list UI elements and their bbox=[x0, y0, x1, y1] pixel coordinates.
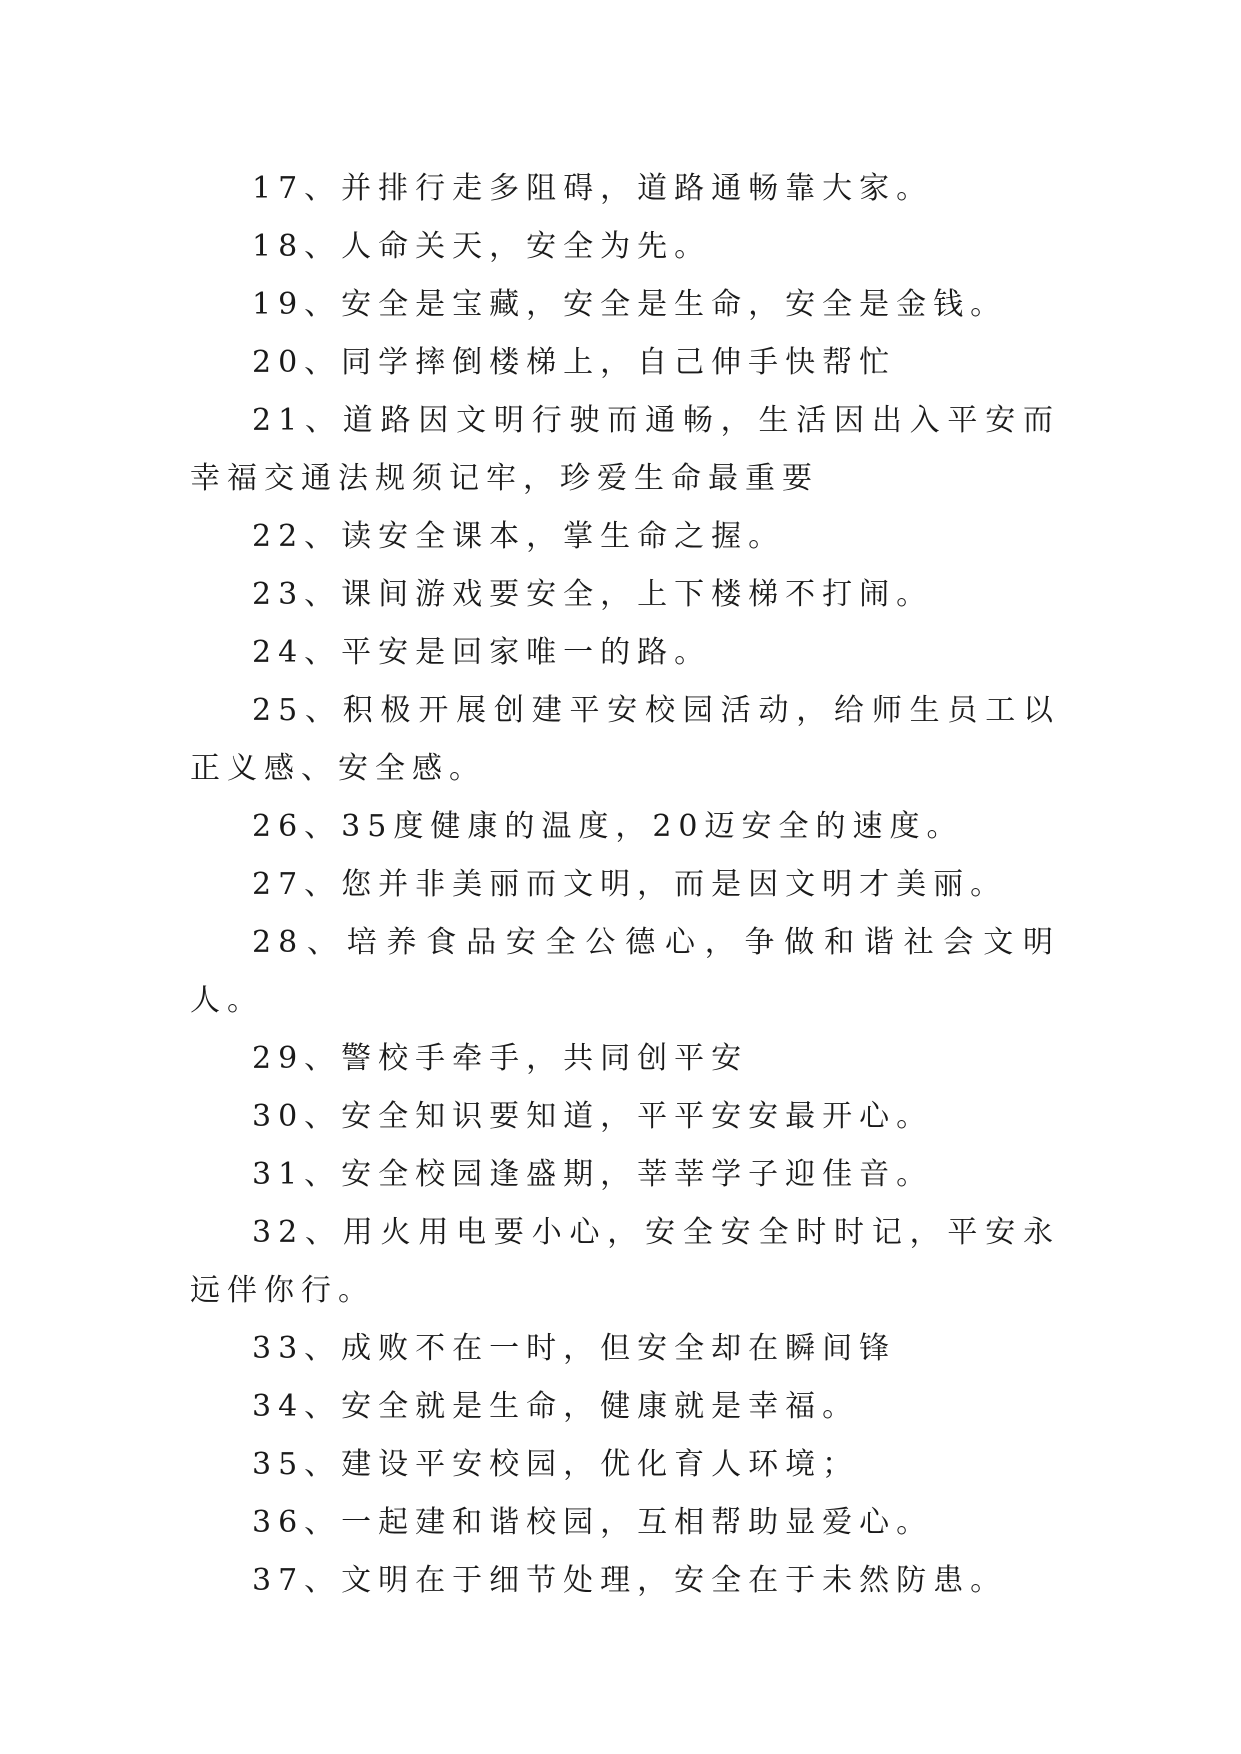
list-item: 29、警校手牵手，共同创平安 bbox=[252, 1041, 749, 1076]
list-item: 37、文明在于细节处理，安全在于未然防患。 bbox=[252, 1563, 1008, 1598]
list-item: 21、道路因文明行驶而通畅，生活因出入平安而幸福交通法规须记牢，珍爱生命最重要 bbox=[190, 403, 1060, 496]
list-item: 32、用火用电要小心，安全安全时时记，平安永远伴你行。 bbox=[190, 1215, 1060, 1308]
list-item: 23、课间游戏要安全，上下楼梯不打闹。 bbox=[252, 577, 934, 612]
list-item: 28、培养食品安全公德心，争做和谐社会文明人。 bbox=[190, 925, 1060, 1018]
list-item: 27、您并非美丽而文明，而是因文明才美丽。 bbox=[252, 867, 1008, 902]
list-item: 35、建设平安校园，优化育人环境； bbox=[252, 1447, 860, 1482]
slogan-list bbox=[190, 160, 1060, 1610]
list-item: 25、积极开展创建平安校园活动，给师生员工以正义感、安全感。 bbox=[190, 693, 1060, 786]
list-item: 30、安全知识要知道，平平安安最开心。 bbox=[252, 1099, 934, 1134]
list-item: 24、平安是回家唯一的路。 bbox=[252, 635, 712, 670]
list-item: 22、读安全课本，掌生命之握。 bbox=[252, 519, 786, 554]
list-item: 36、一起建和谐校园，互相帮助显爱心。 bbox=[252, 1505, 934, 1540]
list-item: 17、并排行走多阻碍，道路通畅靠大家。 bbox=[252, 171, 934, 206]
list-item: 34、安全就是生命，健康就是幸福。 bbox=[252, 1389, 860, 1424]
list-item: 31、安全校园逢盛期，莘莘学子迎佳音。 bbox=[252, 1157, 934, 1192]
list-item: 18、人命关天，安全为先。 bbox=[252, 229, 712, 264]
list-item: 19、安全是宝藏，安全是生命，安全是金钱。 bbox=[252, 287, 1008, 322]
list-item: 26、35度健康的温度，20迈安全的速度。 bbox=[252, 809, 964, 844]
list-item: 20、同学摔倒楼梯上，自己伸手快帮忙 bbox=[252, 345, 897, 380]
list-item: 33、成败不在一时，但安全却在瞬间锋 bbox=[252, 1331, 897, 1366]
